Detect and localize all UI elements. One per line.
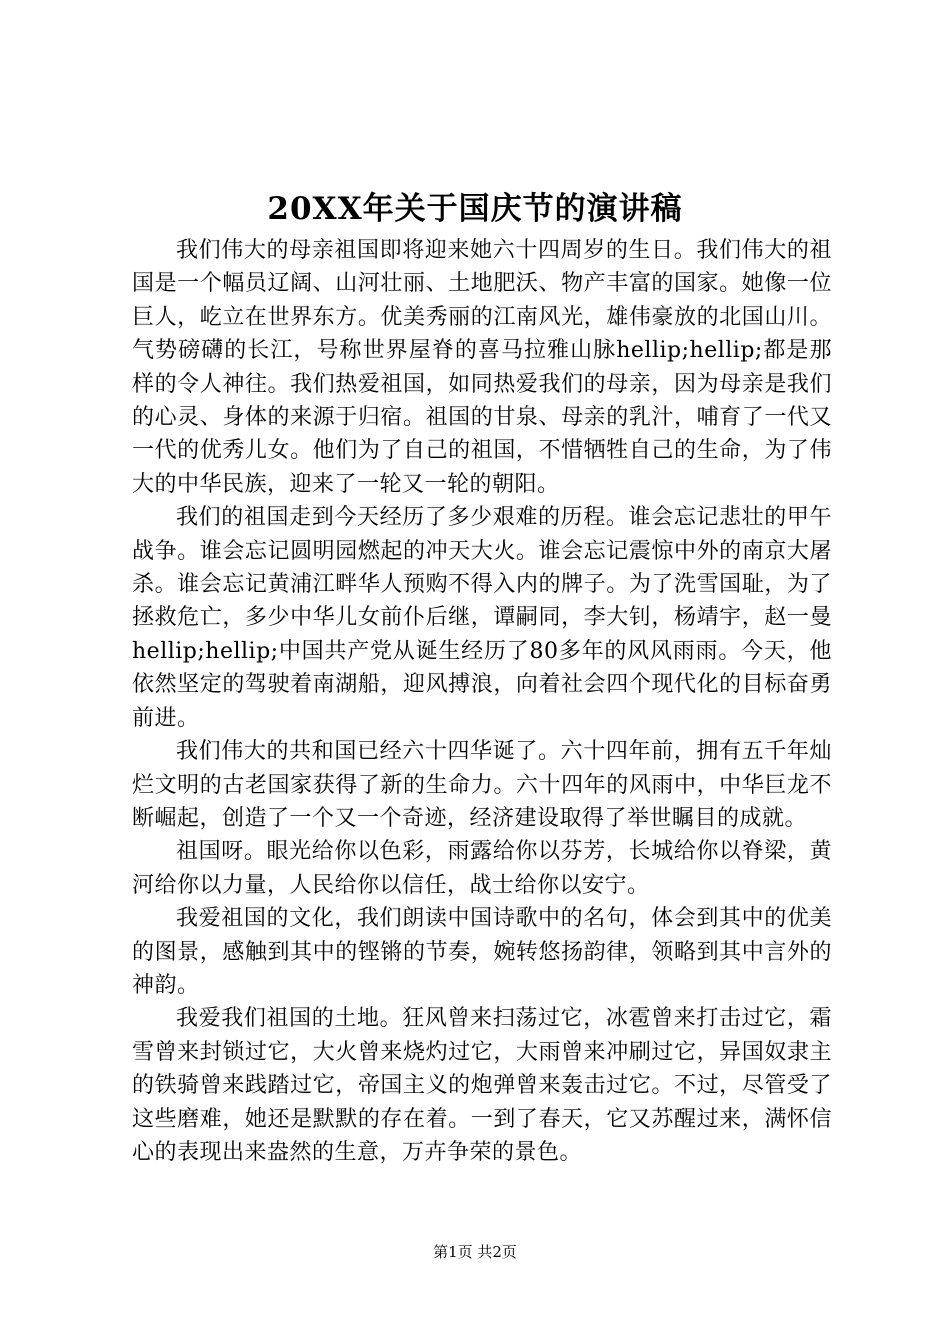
page-number-footer: 第1页 共2页 — [433, 1243, 517, 1261]
paragraph: 祖国呀。眼光给你以色彩，雨露给你以芬芳，长城给你以脊梁，黄河给你以力量，人民给你以信任，战士给你以安宁。 — [132, 839, 832, 898]
document-title: 20XX年关于国庆节的演讲稿 — [267, 191, 683, 227]
paragraph: 我们伟大的母亲祖国即将迎来她六十四周岁的生日。我们伟大的祖国是一个幅员辽阔、山河壮丽、土地肥沃、物产丰富的国家。她像一位巨人，屹立在世界东方。优美秀丽的江南风光，雄伟豪放的北国山川。气势磅礴的长江，号称世界屋脊的喜马拉雅山脉hellip;hellip;都是那样的令人神往。我们热爱祖国，如同热爱我们的母亲，因为母亲是我们的心灵、身体的来源于归宿。祖国的甘泉、母亲的乳汁，哺育了一代又一代的优秀儿女。他们为了自己的祖国，不惜牺牲自己的生命，为了伟大的中华民族，迎来了一轮又一轮的朝阳。 — [132, 238, 832, 497]
paragraph: 我爱我们祖国的土地。狂风曾来扫荡过它，冰雹曾来打击过它，霜雪曾来封锁过它，大火曾来烧灼过它，大雨曾来冲刷过它，异国奴隶主的铁骑曾来践踏过它，帝国主义的炮弹曾来轰击过它。不过，尽管受了这些磨难，她还是默默的存在着。一到了春天，它又苏醒过来，满怀信心的表现出来盎然的生意，万卉争荣的景色。 — [132, 1006, 832, 1165]
paragraph: 我们的祖国走到今天经历了多少艰难的历程。谁会忘记悲壮的甲午战争。谁会忘记圆明园燃起的冲天大火。谁会忘记震惊中外的南京大屠杀。谁会忘记黄浦江畔华人预购不得入内的牌子。为了洗雪国耻，为了拯救危亡，多少中华儿女前仆后继，谭嗣同，李大钊，杨靖宇，赵一曼hellip;hellip;中国共产党从诞生经历了80多年的风风雨雨。今天，他依然坚定的驾驶着南湖船，迎风搏浪，向着社会四个现代化的目标奋勇前进。 — [132, 505, 832, 731]
paragraph: 我们伟大的共和国已经六十四华诞了。六十四年前，拥有五千年灿烂文明的古老国家获得了新的生命力。六十四年的风雨中，中华巨龙不断崛起，创造了一个又一个奇迹，经济建设取得了举世瞩目的成就。 — [132, 739, 832, 831]
paragraph: 我爱祖国的文化，我们朗读中国诗歌中的名句，体会到其中的优美的图景，感触到其中的铿锵的节奏，婉转悠扬韵律，领略到其中言外的神韵。 — [132, 906, 832, 998]
document-body — [132, 234, 832, 1169]
